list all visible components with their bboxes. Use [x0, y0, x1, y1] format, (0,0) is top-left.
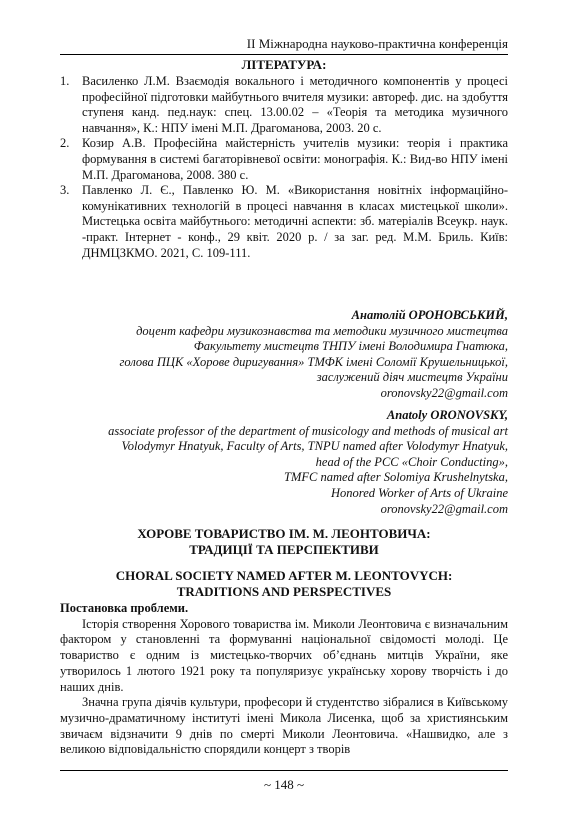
reference-text: Павленко Л. Є., Павленко Ю. М. «Використання новітніх інформаційно-комунікативних технологій в процесі навчання в класах мистецької школи». Мистецька освіта майбутнього: методичні аспекти: зб. матеріалів Всеукр. наук. -практ. Інтернет - конф., 29 квіт. 2020 р. / за заг. ред. М.М. Бриль. Київ: ДНМЦЗКМО. 2021, С. 109-111. [82, 183, 508, 260]
section-heading: Постановка проблеми. [60, 601, 189, 615]
body-paragraph: Історія створення Хорового товариства ім. Миколи Леонтовича є визначальним фактором у становленні та формуванні національної свідомості молоді. Це товариство є одним із мистецько-творчих об’єднань митців України, яке утворилось 1 лютого 1921 року та популяризує українську хорову творчість і до наших днів. [60, 616, 508, 694]
title-english-line-2: TRADITIONS AND PERSPECTIVES [176, 584, 392, 599]
title-ukrainian-line-2: ТРАДИЦІЇ ТА ПЕРСПЕКТИВИ [189, 542, 379, 557]
author-role: голова ПЦК «Хорове диригування» ТМФК імені Соломії Крушельницької, [119, 354, 508, 369]
body-paragraph: Значна група діячів культури, професори й студентство зібралися в Київському музично-драматичному інституті імені Микола Лисенка, щоб за християнським звичаєм відзначити 9 днів по смерті Миколи Леонтовича. «Нашвидко, але з великою відповідальністю спорядили концерт з творів [60, 695, 508, 757]
running-header: ІІ Міжнародна науково-практична конференція [246, 36, 508, 51]
reference-number: 3. [60, 183, 70, 198]
reference-text: Василенко Л.М. Взаємодія вокального і методичного компонентів у процесі професійної підготовки майбутнього вчителя музики: автореф. дис. на здобуття ступеня канд. пед.наук: спец. 13.00.02 – «Теорія та методика музичного навчання», К.: НПУ імені М.П. Драгоманова, 2003. 20 с. [82, 74, 508, 135]
author-position: доцент кафедри музикознавства та методики музичного мистецтва [136, 323, 508, 338]
reference-text: Козир А.В. Професійна майстерність учителів музики: теорія і практика формування в системі багаторівневої освіти: монографія. К.: Вид-во НПУ імені М.П. Драгоманова, 2008. 380 с. [82, 136, 508, 182]
reference-item [60, 136, 508, 183]
author-role: head of the PCC «Choir Conducting», [315, 454, 508, 469]
author-block-english [60, 408, 508, 517]
title-english-line-1: CHORAL SOCIETY NAMED AFTER M. LEONTOVYCH: [115, 568, 453, 583]
article-body [60, 601, 508, 758]
author-block-ukrainian [60, 308, 508, 402]
reference-item [60, 183, 508, 261]
reference-number: 2. [60, 136, 70, 151]
reference-number: 1. [60, 74, 70, 88]
author-faculty: Факультету мистецтв ТНПУ імені Володимира Гнатюка, [193, 339, 508, 354]
author-email: oronovsky22@gmail.com [380, 385, 508, 400]
footer-rule [60, 770, 508, 771]
author-email: oronovsky22@gmail.com [380, 501, 508, 516]
author-institution: TMFC named after Solomiya Krushelnytska, [284, 470, 508, 485]
references-title: ЛІТЕРАТУРА: [241, 57, 327, 72]
page-number: ~ 148 ~ [263, 777, 305, 792]
author-title: Honored Worker of Arts of Ukraine [331, 485, 508, 500]
reference-item [60, 74, 508, 136]
author-title: заслужений діяч мистецтв України [316, 370, 508, 385]
references-list [60, 74, 508, 261]
author-name: Анатолій ОРОНОВСЬКИЙ, [351, 308, 508, 322]
title-ukrainian-line-1: ХОРОВЕ ТОВАРИСТВО ІМ. М. ЛЕОНТОВИЧА: [137, 526, 431, 541]
article-titles [60, 526, 508, 600]
author-position: associate professor of the department of musicology and methods of musical art [108, 423, 508, 438]
header-rule [60, 54, 508, 55]
author-faculty: Volodymyr Hnatyuk, Faculty of Arts, TNPU named after Volodymyr Hnatyuk, [121, 439, 508, 454]
author-name: Anatoly ORONOVSKY, [386, 408, 508, 422]
